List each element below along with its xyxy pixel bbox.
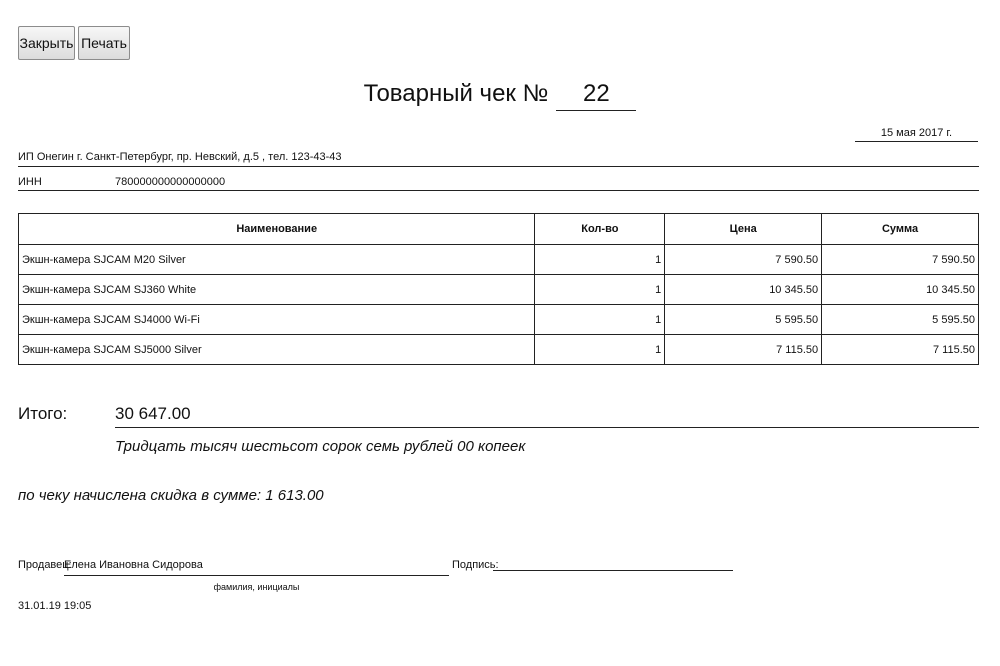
seller-label: Продавец:: [18, 559, 72, 571]
item-price: 7 115.50: [665, 335, 822, 365]
item-name: Экшн-камера SJCAM SJ5000 Silver: [19, 335, 535, 365]
table-row: [19, 335, 979, 365]
seller-name: Елена Ивановна Сидорова: [64, 559, 203, 571]
discount-note: по чеку начислена скидка в сумме: 1 613.00: [18, 487, 324, 504]
receipt-number: 22: [556, 80, 636, 111]
table-row: [19, 305, 979, 335]
table-header-row: [19, 214, 979, 245]
signature-label: Подпись:: [452, 559, 499, 571]
receipt-title-text: Товарный чек №: [363, 80, 549, 107]
item-price: 5 595.50: [665, 305, 822, 335]
item-qty: 1: [535, 245, 665, 275]
seller-hint: фамилия, инициалы: [213, 582, 300, 592]
total-in-words: Тридцать тысяч шестьсот сорок семь рублей 00 копеек: [115, 438, 526, 455]
divider: [18, 166, 979, 167]
total-value: 30 647.00: [115, 404, 191, 423]
item-qty: 1: [535, 335, 665, 365]
inn-label: ИНН: [18, 176, 42, 188]
table-row: [19, 275, 979, 305]
item-sum: 10 345.50: [822, 275, 979, 305]
column-header-price: Цена: [665, 214, 822, 245]
item-qty: 1: [535, 275, 665, 305]
item-price: 10 345.50: [665, 275, 822, 305]
item-sum: 7 590.50: [822, 245, 979, 275]
inn-value: 780000000000000000: [115, 176, 226, 188]
printed-at: 31.01.19 19:05: [18, 600, 92, 612]
divider: [115, 427, 979, 428]
close-button[interactable]: Закрыть: [18, 26, 75, 60]
print-button[interactable]: Печать: [78, 26, 130, 60]
seller-signature-line: [64, 575, 449, 576]
column-header-qty: Кол-во: [535, 214, 665, 245]
item-qty: 1: [535, 305, 665, 335]
item-sum: 5 595.50: [822, 305, 979, 335]
total-label: Итого:: [18, 404, 68, 423]
divider: [18, 190, 979, 191]
column-header-name: Наименование: [19, 214, 535, 245]
signature-line: [493, 570, 733, 571]
item-price: 7 590.50: [665, 245, 822, 275]
items-table: [18, 213, 979, 365]
receipt-title: [0, 80, 1000, 111]
table-row: [19, 245, 979, 275]
column-header-sum: Сумма: [822, 214, 979, 245]
seller-info: ИП Онегин г. Санкт-Петербург, пр. Невский, д.5 , тел. 123-43-43: [18, 151, 342, 163]
item-sum: 7 115.50: [822, 335, 979, 365]
item-name: Экшн-камера SJCAM SJ360 White: [19, 275, 535, 305]
item-name: Экшн-камера SJCAM SJ4000 Wi-Fi: [19, 305, 535, 335]
receipt-date: 15 мая 2017 г.: [855, 127, 978, 142]
item-name: Экшн-камера SJCAM M20 Silver: [19, 245, 535, 275]
